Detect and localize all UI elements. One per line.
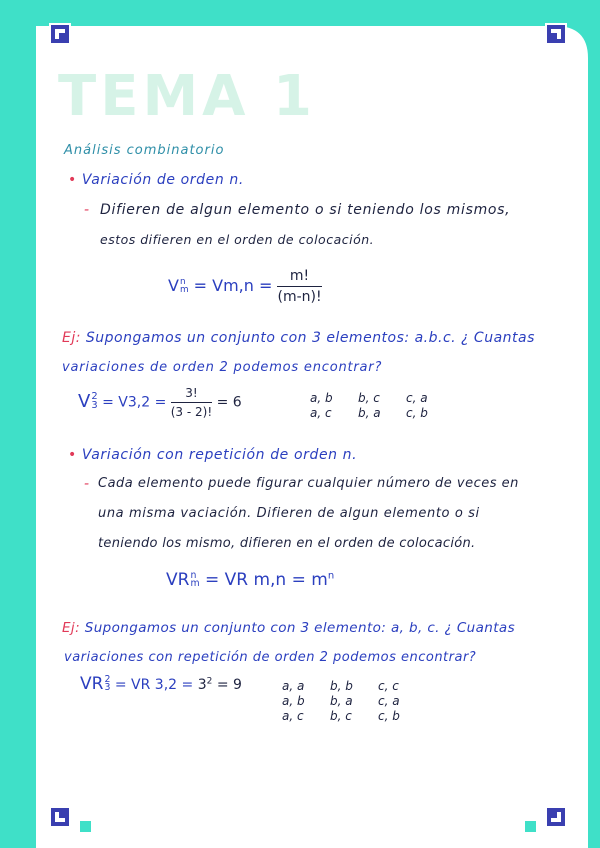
- result-pair: a, b: [282, 694, 305, 708]
- equals-sign: =: [193, 276, 208, 295]
- decorative-dot: [525, 821, 536, 832]
- equals-sign: =: [204, 570, 220, 590]
- equals-sign: =: [216, 394, 229, 411]
- example1-question-text: Supongamos un conjunto con 3 elementos: a.b.c. ¿ Cuantas: [85, 330, 535, 346]
- example2-formula: [80, 674, 242, 694]
- formula-lhs: V n m: [168, 276, 189, 295]
- equals-sign: =: [154, 394, 167, 411]
- corner-logo-icon: [49, 806, 71, 828]
- example1-formula: [78, 386, 242, 419]
- variacion-heading-text: Variación de orden n.: [81, 172, 244, 188]
- result-pair: c, b: [406, 406, 428, 420]
- variacion-rep-formula: [166, 570, 334, 590]
- result-pair: b, a: [358, 406, 381, 420]
- bullet-marker: •: [68, 447, 77, 463]
- decorative-dot: [80, 821, 91, 832]
- result-pair: a, b: [310, 391, 333, 405]
- result-pair: c, c: [378, 679, 399, 693]
- variacion-rep-desc-line3: teniendo los mismo, difieren en el orden de colocación.: [98, 536, 476, 551]
- variacion-rep-desc-line2: una misma vaciación. Difieren de algun elemento o si: [98, 506, 480, 521]
- equals-sign: =: [114, 677, 127, 693]
- variacion-desc-line2: estos difieren en el orden de colocación.: [100, 232, 375, 247]
- fraction-numerator: m!: [277, 268, 321, 287]
- variacion-heading: [68, 172, 244, 188]
- corner-logo-icon: [545, 806, 567, 828]
- result-pair: a, c: [282, 709, 304, 723]
- results-row: [282, 694, 426, 709]
- variacion-formula: [168, 268, 322, 305]
- result-pair: c, b: [378, 709, 400, 723]
- formula-fraction: [171, 386, 212, 419]
- example2-results: [282, 679, 426, 724]
- formula-lhs: VR 2 3: [80, 674, 111, 694]
- result-pair: a, a: [282, 679, 305, 693]
- equals-sign: =: [216, 677, 229, 693]
- example1-results: [310, 391, 454, 421]
- variacion-rep-heading-text: Variación con repetición de orden n.: [81, 447, 358, 463]
- result-pair: a, c: [310, 406, 332, 420]
- equals-sign: =: [258, 276, 273, 295]
- example1-question-line1: [62, 330, 535, 346]
- example1-question-line2: variaciones de orden 2 podemos encontrar?: [62, 360, 383, 375]
- page-title: TEMA 1: [58, 64, 316, 129]
- dash-marker: -: [84, 476, 90, 492]
- formula-rhs: $m^n$: [311, 570, 335, 590]
- variacion-rep-heading: [68, 447, 357, 463]
- formula-mid: Vm,n: [212, 276, 254, 295]
- equals-sign: =: [291, 570, 306, 590]
- result-pair: b, b: [330, 679, 353, 693]
- result-pair: b, a: [330, 694, 353, 708]
- example2-question-line1: [62, 620, 515, 636]
- fraction-denominator: (m-n)!: [277, 289, 322, 305]
- fraction-numerator: 3!: [171, 386, 212, 403]
- fraction-denominator: (3 - 2)!: [170, 405, 213, 419]
- formula-mid: V3,2: [118, 394, 151, 411]
- results-row: [282, 679, 426, 694]
- result-pair: b, c: [330, 709, 352, 723]
- formula-fraction: [277, 268, 321, 305]
- formula-result: 9: [233, 677, 242, 693]
- example2-question-text: Supongamos un conjunto con 3 elemento: a, b, c. ¿ Cuantas: [84, 620, 516, 636]
- result-pair: c, a: [378, 694, 400, 708]
- formula-power: $3^2$: [197, 676, 213, 693]
- ej-label: Ej:: [62, 620, 81, 636]
- formula-result: 6: [232, 394, 242, 411]
- corner-logo-icon: [49, 23, 71, 45]
- formula-lhs: VR n m: [166, 570, 200, 590]
- result-pair: b, c: [358, 391, 380, 405]
- result-pair: c, a: [406, 391, 428, 405]
- formula-mid: VR 3,2: [131, 677, 178, 693]
- variacion-rep-desc-line1: Cada elemento puede figurar cualquier número de veces en: [98, 476, 519, 491]
- bullet-marker: •: [68, 172, 77, 188]
- section-heading: Análisis combinatorio: [64, 143, 225, 158]
- equals-sign: =: [102, 394, 114, 411]
- formula-lhs: V 2 3: [78, 390, 98, 412]
- example2-question-line2: variaciones con repetición de orden 2 podemos encontrar?: [64, 650, 477, 665]
- results-row: [282, 709, 426, 724]
- results-row: [310, 406, 454, 421]
- variacion-desc-line1: Difieren de algun elemento o si teniendo los mismos,: [100, 202, 511, 218]
- equals-sign: =: [181, 677, 194, 693]
- corner-logo-icon: [545, 23, 567, 45]
- dash-marker: -: [84, 202, 90, 218]
- formula-mid: VR m,n: [224, 570, 287, 590]
- ej-label: Ej:: [62, 330, 81, 346]
- results-row: [310, 391, 454, 406]
